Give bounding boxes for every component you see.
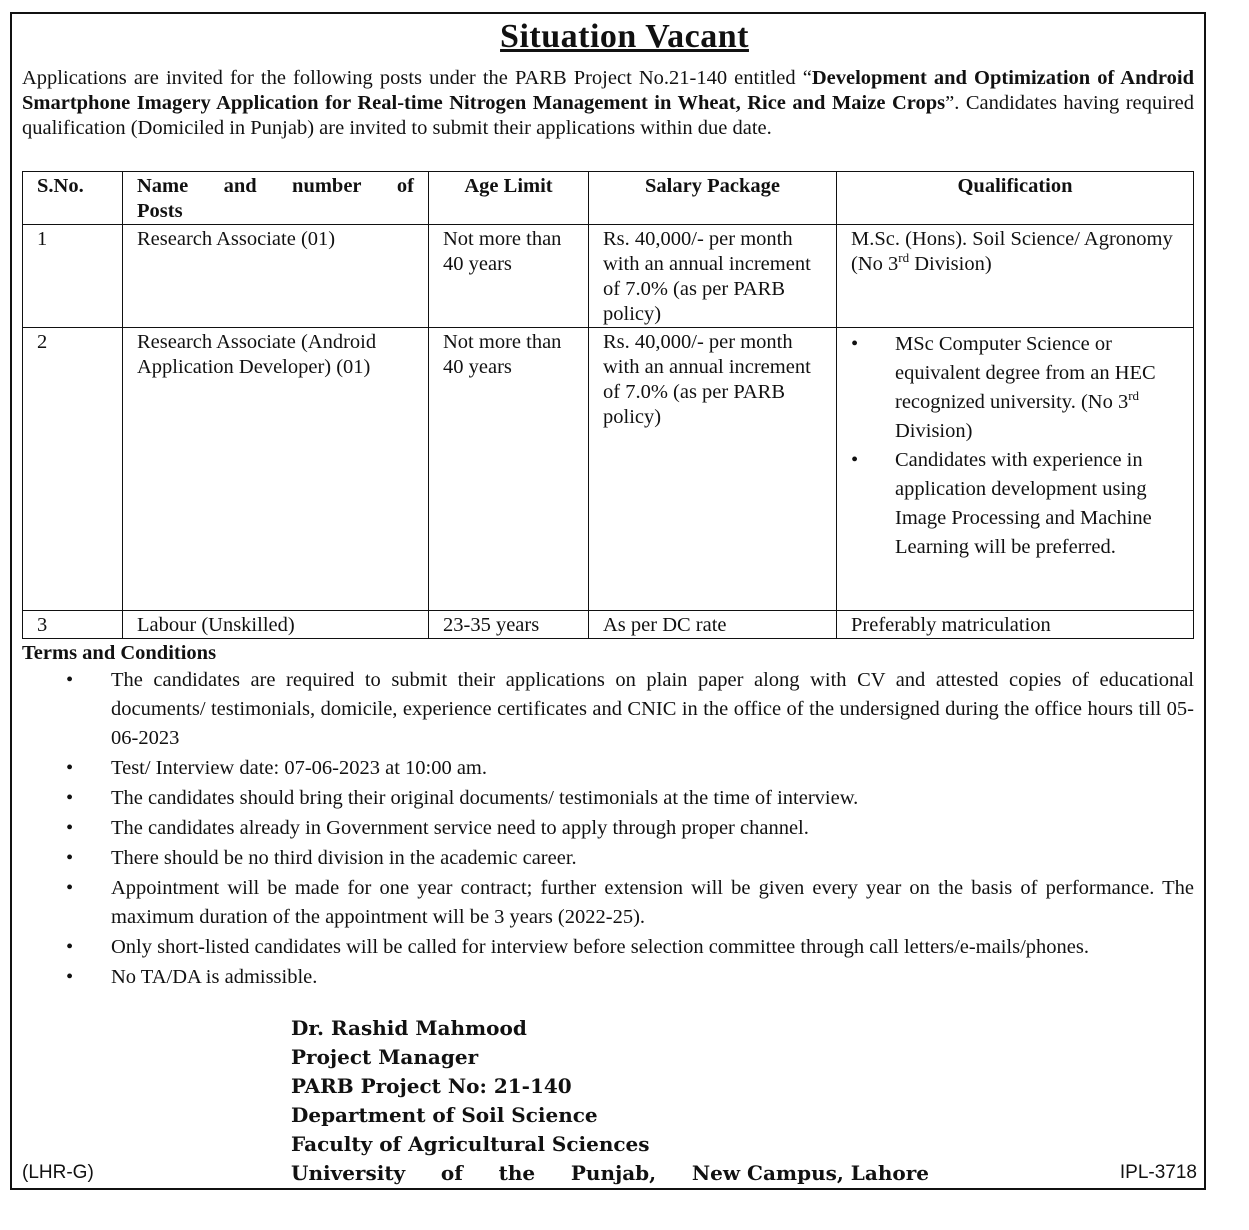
list-item: • Test/ Interview date: 07-06-2023 at 10:00 am.: [22, 754, 1194, 783]
header-name: [123, 172, 429, 225]
list-item: • No TA/DA is admissible.: [22, 963, 1194, 992]
cell-qualification: [837, 225, 1194, 328]
header-age: Age Limit: [429, 172, 589, 225]
intro-tail: ”. Candidates having required qualification (Domiciled in Punjab) are invited to submit their applications within due date.: [22, 92, 1194, 139]
qualification-list: [851, 330, 1179, 562]
cell-qualification: Preferably matriculation: [837, 611, 1194, 639]
address-word: Punjab,: [570, 1161, 657, 1185]
right-code: IPL-3718: [1119, 1162, 1197, 1183]
cell-post-name: Research Associate (Android Application Developer) (01): [123, 328, 429, 611]
cell-sno: 1: [23, 225, 123, 328]
list-item: • The candidates already in Government service need to apply through proper channel.: [22, 814, 1194, 843]
intro-lead: Applications are invited for the following posts under the PARB Project No.21-140 entitled “: [22, 67, 812, 89]
cell-age: 23-35 years: [429, 611, 589, 639]
cell-salary: Rs. 40,000/- per month with an annual increment of 7.0% (as per PARB policy): [589, 225, 837, 328]
cell-post-name: Research Associate (01): [123, 225, 429, 328]
left-code: (LHR-G): [22, 1162, 94, 1183]
intro-paragraph: [22, 66, 1194, 141]
address-word: of: [440, 1161, 463, 1185]
list-item: [851, 330, 1179, 446]
faculty-name: Faculty of Agricultural Sciences: [291, 1132, 650, 1156]
header-name-word: number: [292, 175, 362, 197]
terms-list: [22, 666, 1194, 993]
list-item: • The candidates are required to submit their applications on plain paper along with CV and attested copies of educational documents/ testimonials, domicile, experience certificates and CNIC in the office of the undersigned during the office hours till 05-06-2023: [22, 666, 1194, 753]
project-title: Development and Optimization of Android Smartphone Imagery Application for Real-time Nitrogen Management in Wheat, Rice and Maize Crops: [22, 67, 1194, 114]
project-number: PARB Project No: 21-140: [291, 1074, 572, 1098]
table-row: [23, 225, 1194, 328]
ordinal-suffix: rd: [898, 250, 910, 266]
address-word: the: [498, 1161, 536, 1185]
header-qualification: Qualification: [837, 172, 1194, 225]
list-item: • Appointment will be made for one year contract; further extension will be given every year on the basis of performance. The maximum duration of the appointment will be 3 years (2022-25).: [22, 874, 1194, 932]
header-name-word: Posts: [137, 200, 183, 222]
table-row: [23, 328, 1194, 611]
address-word: University: [291, 1161, 406, 1185]
list-item: • Candidates with experience in application development using Image Processing and Machine Learning will be preferred.: [851, 446, 1179, 562]
signature-block: [291, 1014, 931, 1188]
signatory-name: Dr. Rashid Mahmood: [291, 1016, 527, 1040]
qualification-text: MSc Computer Science or equivalent degree from an HEC recognized university. (No 3: [895, 333, 1156, 413]
qualification-text: M.Sc. (Hons). Soil Science/ Agronomy (No 3: [851, 228, 1173, 275]
terms-heading: Terms and Conditions: [22, 642, 217, 664]
university-address: [291, 1159, 929, 1188]
header-name-word: of: [396, 175, 414, 197]
cell-qualification: [837, 328, 1194, 611]
qualification-text: Division): [909, 253, 992, 275]
cell-sno: 3: [23, 611, 123, 639]
header-sno: S.No.: [23, 172, 123, 225]
cell-salary: Rs. 40,000/- per month with an annual increment of 7.0% (as per PARB policy): [589, 328, 837, 611]
header-salary: Salary Package: [589, 172, 837, 225]
list-item: • The candidates should bring their original documents/ testimonials at the time of interview.: [22, 784, 1194, 813]
list-item: • There should be no third division in the academic career.: [22, 844, 1194, 873]
cell-age: Not more than 40 years: [429, 225, 589, 328]
cell-salary: As per DC rate: [589, 611, 837, 639]
signatory-designation: Project Manager: [291, 1045, 479, 1069]
header-name-word: and: [223, 175, 257, 197]
table-row: [23, 611, 1194, 639]
cell-age: Not more than 40 years: [429, 328, 589, 611]
cell-sno: 2: [23, 328, 123, 611]
address-word: New Campus, Lahore: [691, 1161, 929, 1185]
page-title: Situation Vacant: [500, 18, 749, 55]
list-item: • Only short-listed candidates will be called for interview before selection committee through call letters/e-mails/phones.: [22, 933, 1194, 962]
ordinal-suffix: rd: [1128, 388, 1140, 404]
department-name: Department of Soil Science: [291, 1103, 598, 1127]
posts-table: [22, 171, 1194, 639]
header-name-word: Name: [137, 175, 189, 197]
table-header-row: [23, 172, 1194, 225]
cell-post-name: Labour (Unskilled): [123, 611, 429, 639]
qualification-text: Division): [895, 420, 973, 442]
